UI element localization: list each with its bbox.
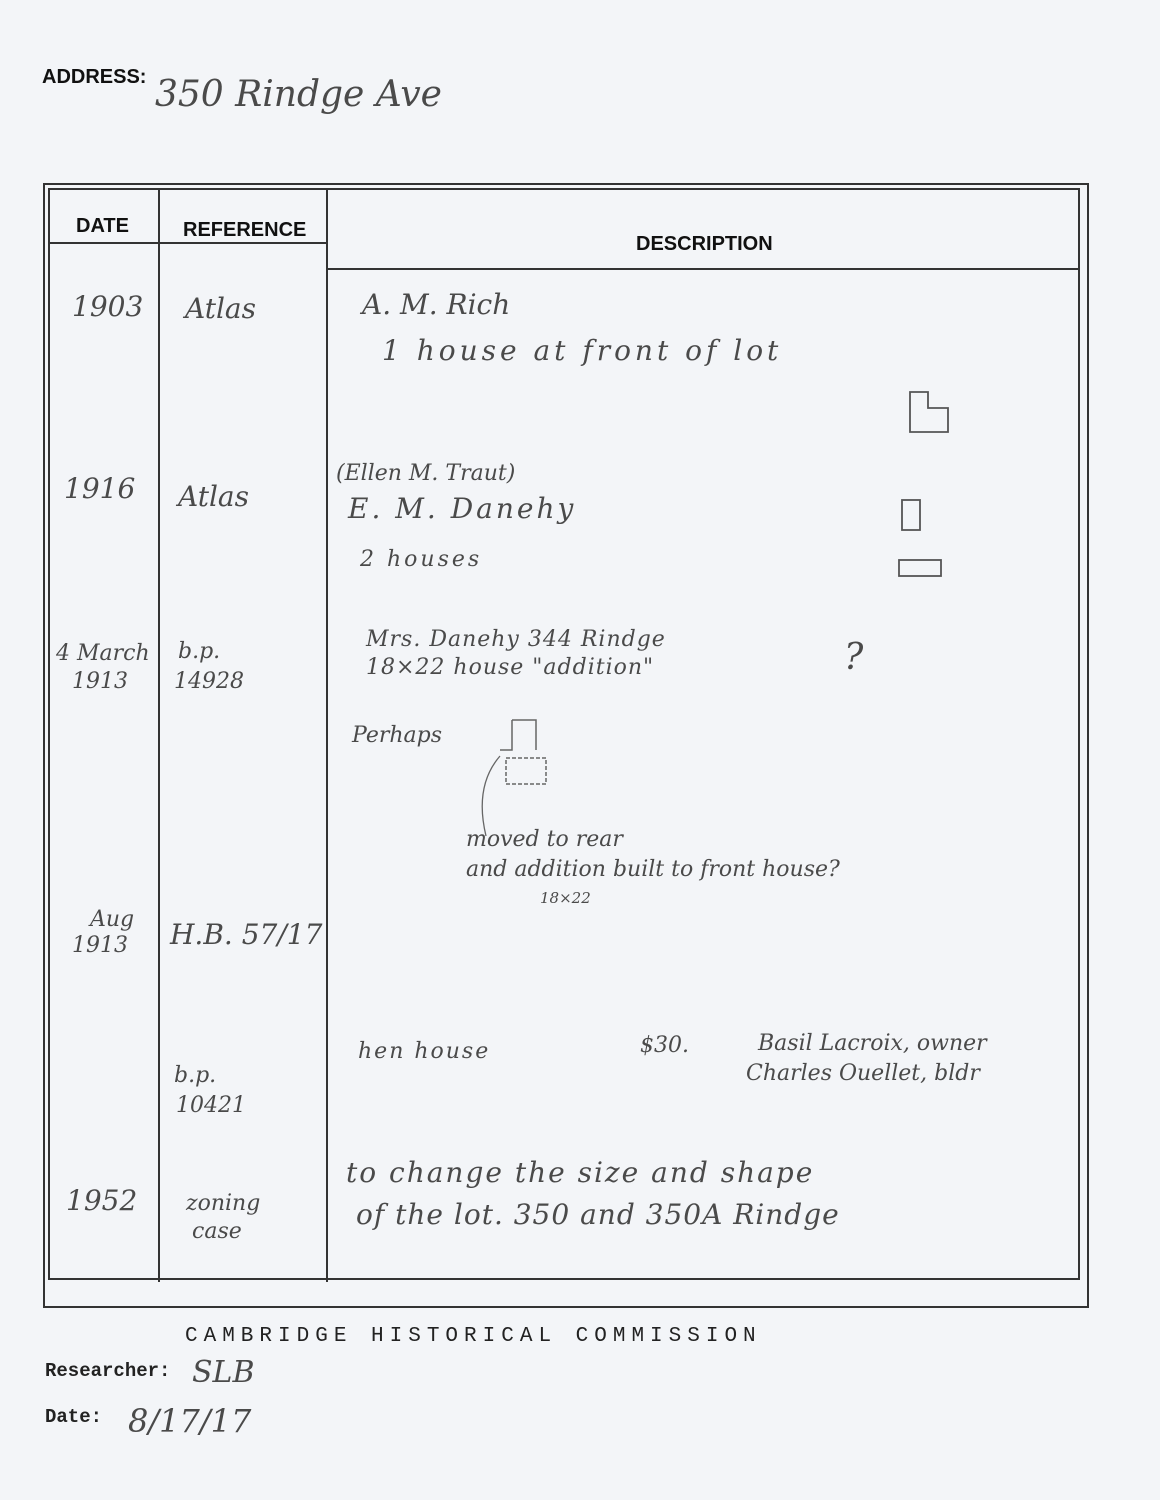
- row-description-line: Perhaps: [352, 723, 443, 748]
- row-description-line: Mrs. Danehy 344 Rindge: [366, 627, 666, 652]
- row-date: 1913: [72, 933, 128, 958]
- commission-title: CAMBRIDGE HISTORICAL COMMISSION: [185, 1325, 762, 1348]
- row-reference: H.B. 57/17: [170, 918, 323, 951]
- row-description-line: of the lot. 350 and 350A Rindge: [356, 1198, 840, 1231]
- date-label: Date:: [45, 1406, 103, 1428]
- row-description-line: (Ellen M. Traut): [336, 461, 516, 486]
- row-description-line: 2 houses: [360, 547, 483, 572]
- row-reference: b.p.: [178, 639, 221, 664]
- researcher-value: SLB: [192, 1355, 255, 1390]
- header-rule-left: [48, 242, 326, 244]
- column-header-description: DESCRIPTION: [636, 233, 773, 255]
- column-header-reference: REFERENCE: [183, 219, 307, 241]
- row-date: 1952: [66, 1184, 138, 1217]
- address-value: 350 Rindge Ave: [155, 74, 442, 115]
- building-footprint-sketch: [906, 388, 952, 436]
- row-description-line: E. M. Danehy: [348, 492, 577, 525]
- row-description-owner: Basil Lacroix, owner: [758, 1031, 987, 1056]
- row-date: Aug: [90, 907, 135, 932]
- question-mark: ?: [844, 637, 864, 678]
- row-description-line: to change the size and shape: [346, 1156, 815, 1189]
- row-reference: 14928: [174, 669, 244, 694]
- row-description-line: 18×22 house "addition": [366, 655, 655, 680]
- researcher-label: Researcher:: [45, 1360, 171, 1382]
- header-rule-description: [326, 268, 1080, 270]
- two-houses-sketch: [896, 494, 946, 584]
- row-reference: Atlas: [185, 292, 256, 325]
- column-divider-date: [158, 188, 160, 1282]
- column-divider-reference: [326, 188, 328, 1282]
- row-reference: b.p.: [174, 1063, 217, 1088]
- row-date: 1903: [72, 290, 144, 323]
- row-reference: zoning: [186, 1191, 261, 1216]
- row-description-note: 18×22: [540, 889, 591, 907]
- row-description-builder: Charles Ouellet, bldr: [746, 1061, 980, 1086]
- row-date: 4 March: [56, 641, 150, 666]
- row-date: 1913: [72, 669, 128, 694]
- column-header-date: DATE: [76, 215, 129, 237]
- row-reference: case: [192, 1219, 242, 1244]
- row-description-line: 1 house at front of lot: [382, 334, 783, 367]
- address-label: ADDRESS:: [42, 66, 147, 88]
- row-description-line: hen house: [358, 1039, 491, 1064]
- row-description-line: A. M. Rich: [362, 288, 511, 321]
- date-value: 8/17/17: [128, 1402, 252, 1440]
- row-description-line: moved to rear: [466, 827, 623, 852]
- row-reference: 10421: [176, 1093, 246, 1118]
- row-reference: Atlas: [178, 480, 249, 513]
- row-description-line: and addition built to front house?: [466, 857, 840, 882]
- row-description-cost: $30.: [640, 1033, 689, 1058]
- row-date: 1916: [64, 472, 136, 505]
